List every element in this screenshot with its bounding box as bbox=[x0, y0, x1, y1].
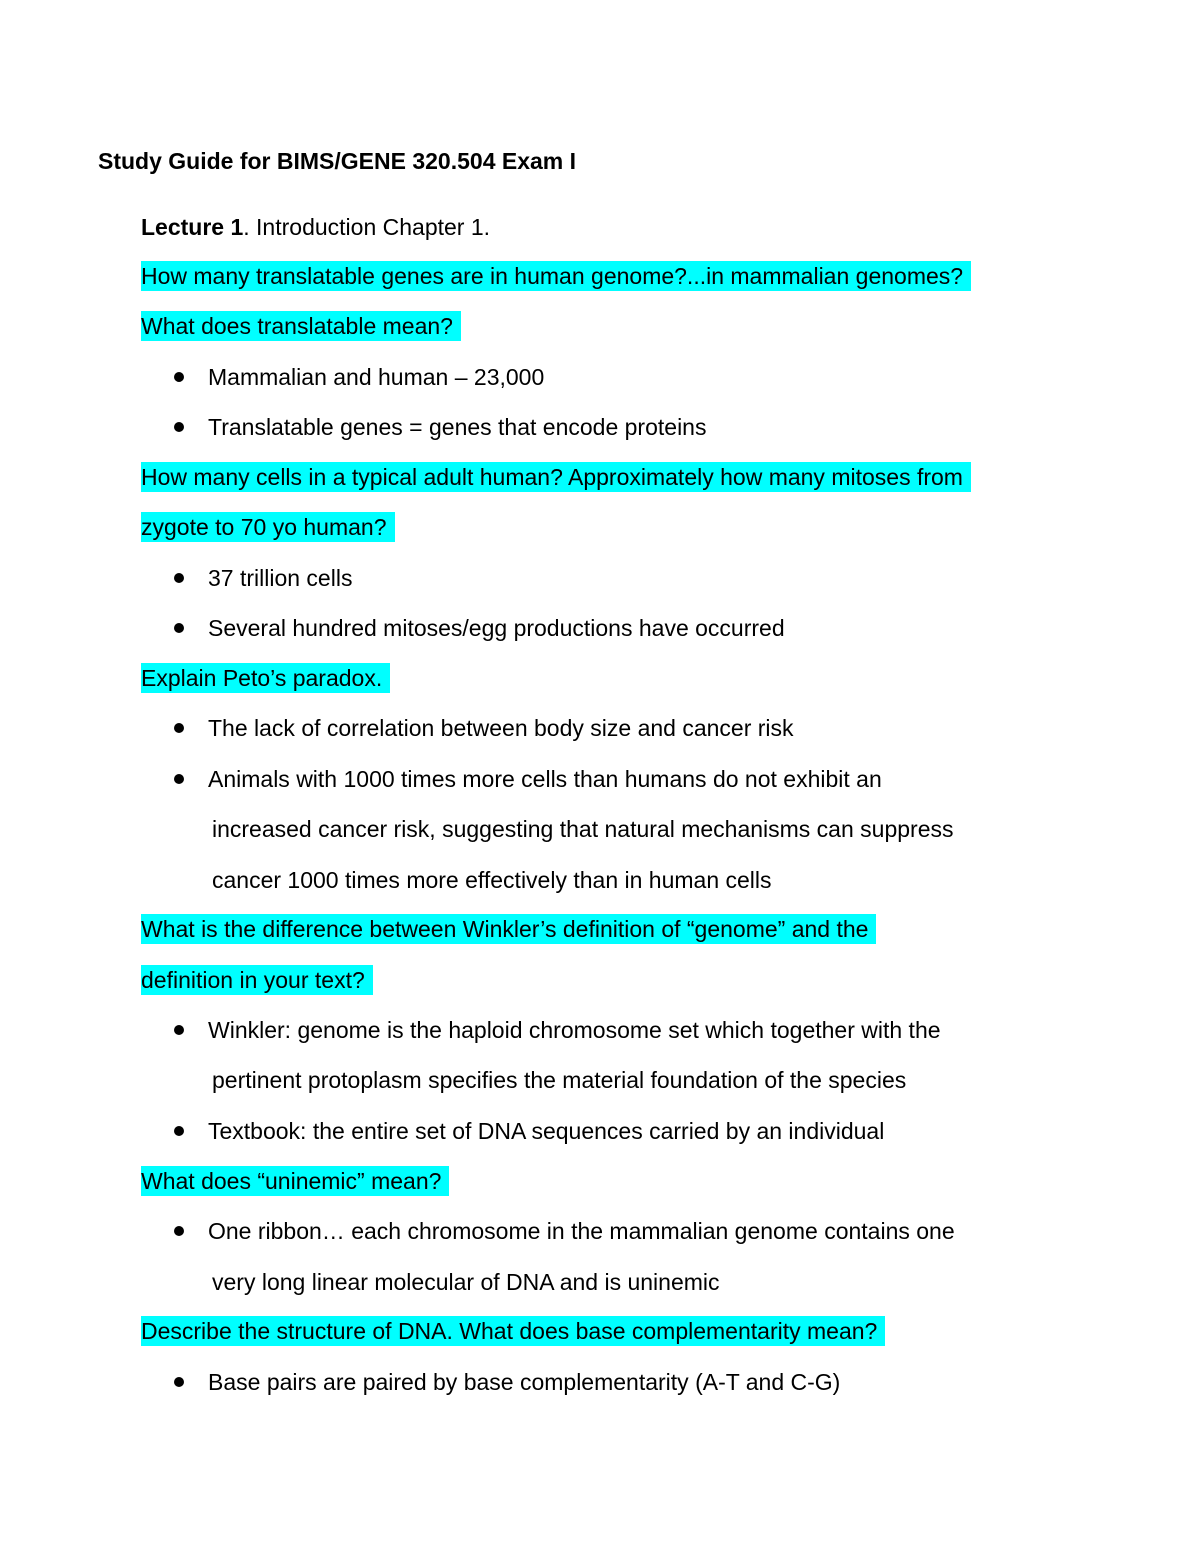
bullet-item bbox=[174, 764, 882, 794]
bullet-text: Textbook: the entire set of DNA sequences carried by an individual bbox=[208, 1118, 885, 1144]
bullet-icon bbox=[174, 573, 184, 583]
question-highlight: definition in your text? bbox=[141, 965, 373, 995]
question-highlight: How many translatable genes are in human genome?...in mammalian genomes? bbox=[141, 261, 971, 291]
bullet-continuation: increased cancer risk, suggesting that natural mechanisms can suppress bbox=[212, 816, 954, 842]
bullet-item bbox=[174, 1116, 884, 1146]
bullet-icon bbox=[174, 1126, 184, 1136]
question-highlight: Describe the structure of DNA. What does base complementarity mean? bbox=[141, 1316, 885, 1346]
bullet-text: Several hundred mitoses/egg productions have occurred bbox=[208, 615, 785, 641]
bullet-continuation: pertinent protoplasm specifies the material foundation of the species bbox=[212, 1067, 907, 1093]
lecture-label: Lecture 1 bbox=[141, 214, 244, 240]
bullet-item bbox=[174, 613, 785, 643]
question-highlight: What is the difference between Winkler’s definition of “genome” and the bbox=[141, 914, 876, 944]
bullet-text: Base pairs are paired by base complementarity (A-T and C-G) bbox=[208, 1369, 841, 1395]
bullet-item bbox=[174, 713, 794, 743]
bullet-icon bbox=[174, 1377, 184, 1387]
question-highlight: How many cells in a typical adult human? Approximately how many mitoses from bbox=[141, 462, 971, 492]
bullet-item bbox=[174, 1015, 941, 1045]
bullet-text: Mammalian and human – 23,000 bbox=[208, 364, 545, 390]
bullet-icon bbox=[174, 372, 184, 382]
bullet-continuation: very long linear molecular of DNA and is uninemic bbox=[212, 1269, 720, 1295]
question-highlight: What does translatable mean? bbox=[141, 311, 461, 341]
bullet-icon bbox=[174, 1025, 184, 1035]
lecture-subtitle: . Introduction Chapter 1. bbox=[243, 214, 491, 240]
bullet-text: One ribbon… each chromosome in the mammalian genome contains one bbox=[208, 1218, 955, 1244]
question-highlight: Explain Peto’s paradox. bbox=[141, 663, 390, 693]
question-highlight: What does “uninemic” mean? bbox=[141, 1166, 449, 1196]
bullet-continuation: cancer 1000 times more effectively than in human cells bbox=[212, 867, 772, 893]
bullet-icon bbox=[174, 422, 184, 432]
bullet-icon bbox=[174, 623, 184, 633]
bullet-icon bbox=[174, 723, 184, 733]
bullet-icon bbox=[174, 1226, 184, 1236]
bullet-item bbox=[174, 563, 352, 593]
lecture-heading bbox=[141, 212, 490, 242]
bullet-text: Translatable genes = genes that encode proteins bbox=[208, 414, 707, 440]
bullet-text: Animals with 1000 times more cells than humans do not exhibit an bbox=[208, 766, 882, 792]
bullet-text: 37 trillion cells bbox=[208, 565, 353, 591]
bullet-item bbox=[174, 362, 544, 392]
bullet-item bbox=[174, 412, 706, 442]
document-title: Study Guide for BIMS/GENE 320.504 Exam I bbox=[98, 148, 577, 174]
bullet-text: The lack of correlation between body size and cancer risk bbox=[208, 715, 794, 741]
bullet-text: Winkler: genome is the haploid chromosome set which together with the bbox=[208, 1017, 941, 1043]
question-highlight: zygote to 70 yo human? bbox=[141, 512, 395, 542]
bullet-icon bbox=[174, 774, 184, 784]
bullet-item bbox=[174, 1216, 955, 1246]
bullet-item bbox=[174, 1367, 840, 1397]
